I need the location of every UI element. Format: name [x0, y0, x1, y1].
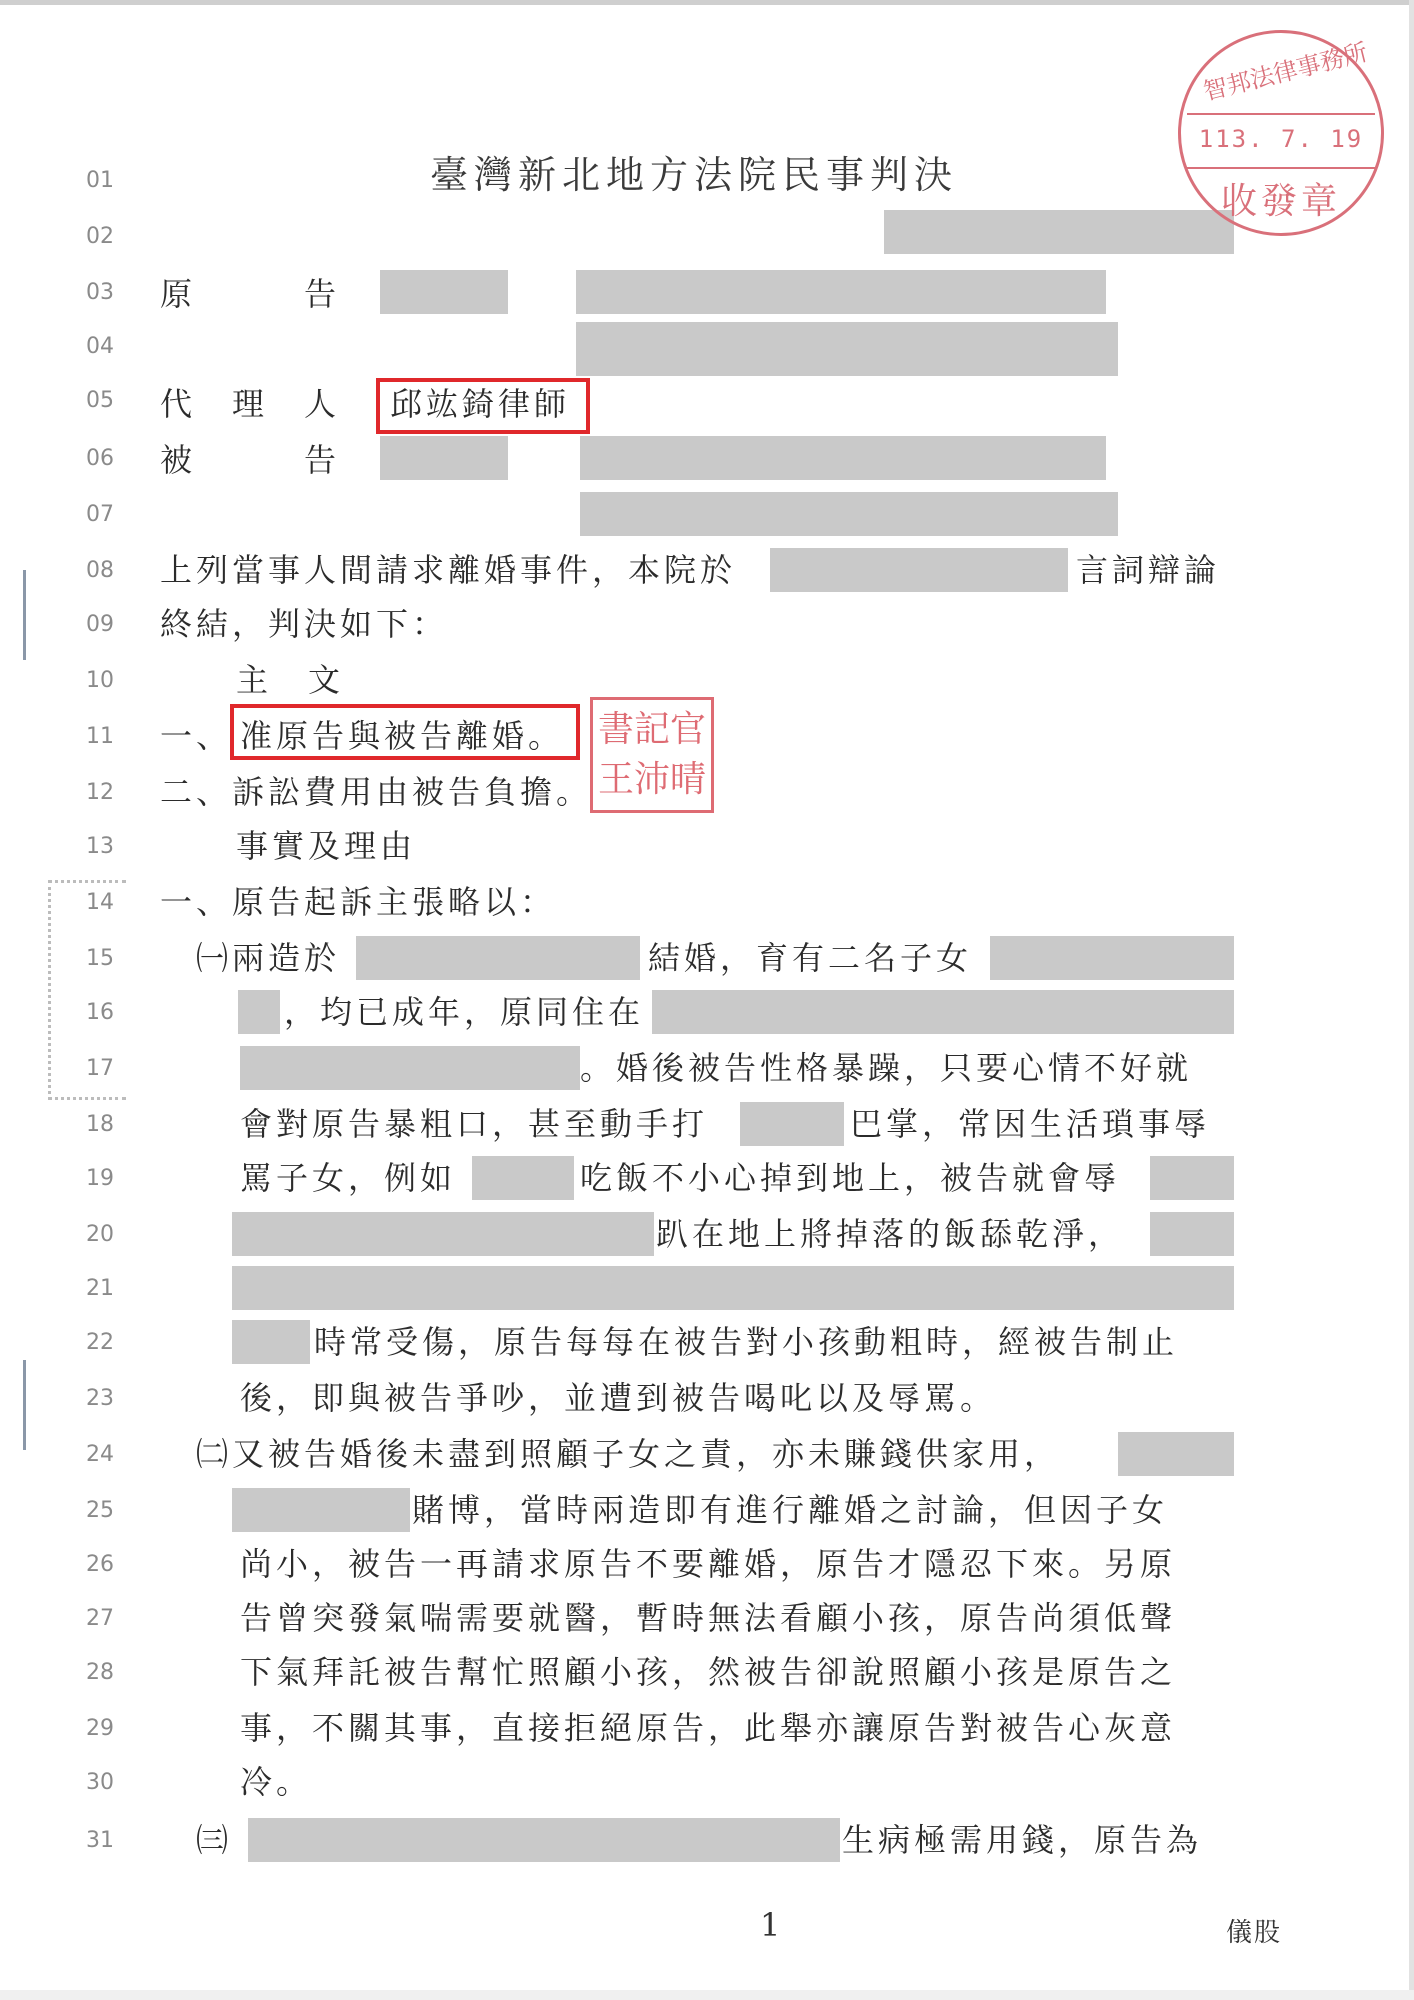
line-number: 20: [86, 1222, 114, 1247]
scan-edge-bottom: [0, 1990, 1414, 2000]
scan-edge-right: [1409, 0, 1414, 2000]
redaction-block: [356, 936, 640, 980]
redaction-block: [990, 936, 1234, 980]
text-line-25: 賭博，當時兩造即有進行離婚之討論，但因子女: [412, 1491, 1169, 1529]
agent-name: 邱竑錡律師: [390, 385, 571, 423]
division-label: 儀股: [1226, 1918, 1283, 1948]
receipt-stamp-firm: 智邦法律事務所: [1200, 38, 1371, 106]
line-number: 25: [86, 1498, 114, 1523]
defendant-label: 被 告: [160, 441, 341, 479]
page-number: 1: [760, 1906, 781, 1944]
redaction-block: [576, 270, 1106, 314]
page-title: 臺灣新北地方法院民事判決: [430, 153, 959, 197]
line-number: 18: [86, 1112, 114, 1137]
redaction-block: [1150, 1212, 1234, 1256]
line-number: 21: [86, 1276, 114, 1301]
intro-line-2: 終結，判決如下：: [160, 605, 449, 643]
facts-point-1: 一、原告起訴主張略以：: [160, 883, 557, 921]
facts-heading: 事實及理由: [236, 827, 417, 865]
redaction-block: [240, 1046, 580, 1090]
line-number: 03: [86, 280, 114, 305]
line-number: 05: [86, 388, 114, 413]
clerk-stamp-name: 王沛晴: [597, 759, 706, 800]
line-number: 01: [86, 168, 114, 193]
redaction-block: [380, 270, 508, 314]
stamp-divider: [1187, 167, 1375, 169]
line-number: 07: [86, 502, 114, 527]
line-number: 08: [86, 558, 114, 583]
receipt-stamp: [1178, 30, 1384, 236]
redaction-block: [580, 436, 1106, 480]
receipt-stamp-label: 收發章: [1220, 181, 1341, 222]
text-line-23: 後，即與被告爭吵，並遭到被告喝叱以及辱罵。: [240, 1379, 997, 1417]
redaction-block: [740, 1102, 844, 1146]
intro-line-1: 上列當事人間請求離婚事件，本院於: [160, 551, 737, 589]
redaction-block: [232, 1212, 654, 1256]
text-line-22: 時常受傷，原告每每在被告對小孩動粗時，經被告制止: [314, 1323, 1179, 1361]
intro-line-1-end: 言詞辯論: [1076, 551, 1221, 589]
text-line-31a: ㈢: [196, 1821, 233, 1859]
text-line-19a: 罵子女，例如: [240, 1159, 457, 1197]
redaction-block: [770, 548, 1068, 592]
plaintiff-label: 原 告: [160, 275, 341, 313]
margin-mark: [23, 570, 26, 660]
line-number: 16: [86, 1000, 114, 1025]
line-number: 15: [86, 946, 114, 971]
ruling-1-number: 一、: [160, 717, 233, 755]
line-number: 28: [86, 1660, 114, 1685]
line-number: 22: [86, 1330, 114, 1355]
agent-label: 代 理 人: [160, 385, 341, 423]
text-line-29: 事，不關其事，直接拒絕原告，此舉亦讓原告對被告心灰意: [240, 1709, 1177, 1747]
line-number: 19: [86, 1166, 114, 1191]
line-number: 11: [86, 724, 114, 749]
redaction-block: [232, 1266, 1234, 1310]
redaction-block: [232, 1320, 310, 1364]
text-line-20: 趴在地上將掉落的飯舔乾淨，: [656, 1215, 1125, 1253]
line-number: 04: [86, 334, 114, 359]
ruling-1: 准原告與被告離婚。: [240, 717, 565, 755]
line-number: 13: [86, 834, 114, 859]
line-number: 06: [86, 446, 114, 471]
redaction-block: [248, 1818, 840, 1862]
text-line-18b: 巴掌，常因生活瑣事辱: [850, 1105, 1211, 1143]
text-line-28: 下氣拜託被告幫忙照顧小孩，然被告卻說照顧小孩是原告之: [240, 1653, 1177, 1691]
line-number: 02: [86, 224, 114, 249]
redaction-block: [1118, 1432, 1234, 1476]
line-number: 27: [86, 1606, 114, 1631]
line-number: 29: [86, 1716, 114, 1741]
highlight-box-ruling: [230, 704, 580, 760]
line-number: 24: [86, 1442, 114, 1467]
text-line-16: ，均已成年，原同住在: [284, 993, 645, 1031]
redaction-block: [232, 1488, 410, 1532]
text-line-30: 冷。: [240, 1763, 313, 1801]
text-line-17: 。婚後被告性格暴躁，只要心情不好就: [580, 1049, 1193, 1087]
clerk-stamp-title: 書記官: [597, 709, 706, 750]
text-line-15b: 結婚，育有二名子女: [648, 939, 973, 977]
text-line-26: 尚小，被告一再請求原告不要離婚，原告才隱忍下來。另原: [240, 1545, 1177, 1583]
line-number: 31: [86, 1828, 114, 1853]
redaction-block: [238, 990, 280, 1034]
line-number: 26: [86, 1552, 114, 1577]
text-line-18a: 會對原告暴粗口，甚至動手打: [240, 1105, 709, 1143]
redaction-block: [380, 436, 508, 480]
ruling-2: 二、訴訟費用由被告負擔。: [160, 773, 593, 811]
line-number: 10: [86, 668, 114, 693]
redaction-block: [580, 492, 1118, 536]
line-number: 12: [86, 780, 114, 805]
line-number: 14: [86, 890, 114, 915]
line-number: 09: [86, 612, 114, 637]
text-line-24: ㈡又被告婚後未盡到照顧子女之責，亦未賺錢供家用，: [196, 1435, 1061, 1473]
main-heading: 主 文: [236, 661, 345, 699]
redaction-block: [1150, 1156, 1234, 1200]
text-line-19b: 吃飯不小心掉到地上，被告就會辱: [580, 1159, 1121, 1197]
redaction-block: [576, 322, 1118, 376]
text-line-31b: 生病極需用錢，原告為: [842, 1821, 1203, 1859]
text-line-15a: ㈠兩造於: [196, 939, 341, 977]
clerk-stamp: [590, 697, 714, 813]
text-line-27: 告曾突發氣喘需要就醫，暫時無法看顧小孩，原告尚須低聲: [240, 1599, 1177, 1637]
highlight-box-agent: [376, 378, 590, 434]
redaction-block: [472, 1156, 574, 1200]
line-number: 30: [86, 1770, 114, 1795]
margin-mark: [23, 1360, 26, 1450]
scan-edge-top: [0, 0, 1414, 5]
line-number: 17: [86, 1056, 114, 1081]
stamp-divider: [1187, 113, 1375, 115]
line-number: 23: [86, 1386, 114, 1411]
receipt-stamp-date: 113. 7. 19: [1198, 125, 1364, 153]
redaction-block: [652, 990, 1234, 1034]
